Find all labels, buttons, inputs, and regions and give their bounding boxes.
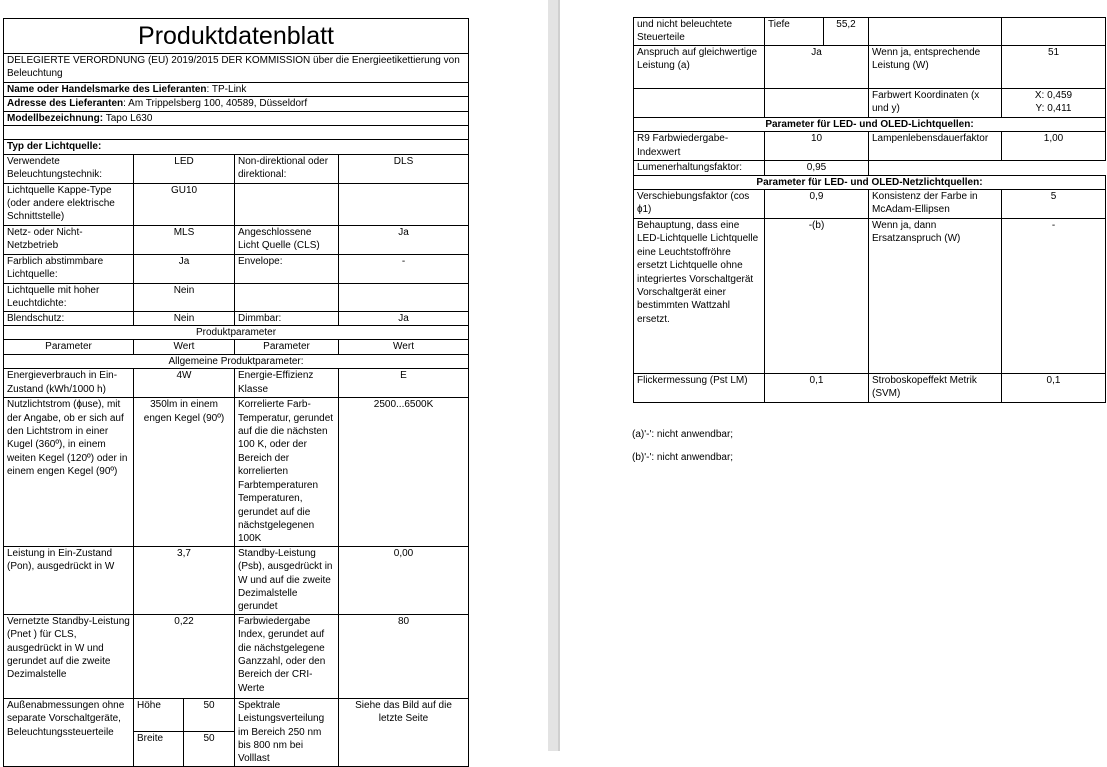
column-header-value: Wert [134, 340, 235, 354]
param-label: Vernetzte Standby-Leistung (Pnet ) für CLS, ausgedrückt in W und gerundet auf die zweite Dezimalstelle [4, 614, 134, 698]
depth-value: 55,2 [824, 18, 869, 46]
column-header-parameter: Parameter [4, 340, 134, 354]
type-value: Nein [134, 311, 235, 325]
param-row [4, 398, 469, 546]
param-row [634, 374, 1106, 403]
footnote-b: (b)'-': nicht anwendbar; [632, 452, 734, 463]
type-value: - [339, 254, 469, 283]
type-row [4, 311, 469, 325]
type-heading: Typ der Lichtquelle: [4, 140, 469, 154]
type-row [4, 254, 469, 283]
param-label: Lampenlebensdauerfaktor [869, 132, 1002, 161]
param-label: Flickermessung (Pst LM) [634, 374, 765, 403]
param-value: - [1002, 219, 1106, 374]
type-label: Netz- oder Nicht-Netzbetrieb [4, 225, 134, 254]
param-row [634, 161, 1106, 175]
param-value: 0,1 [765, 374, 869, 403]
type-row [4, 183, 469, 225]
param-label: Korrelierte Farb-Temperatur, gerundet auf die die nächsten 100 K, oder der Bereich der korrelierten Farbtemperaturen Temperaturen, gerundet auf die nächstgelegenen 100K [235, 398, 339, 546]
param-row [4, 546, 469, 614]
empty-cell [634, 88, 765, 117]
param-label: Konsistenz der Farbe in McAdam-Ellipsen [869, 190, 1002, 219]
param-row [634, 219, 1106, 374]
param-label: Nutzlichtstrom (ɸuse), mit der Angabe, ob er sich auf den Lichtstrom in einer Kugel (360º), in einem weiten Kegel (120º) oder in einem engen Kegel (90º) [4, 398, 134, 546]
param-label: Wenn ja, dann Ersatzanspruch (W) [869, 219, 1002, 374]
model-label: Modellbezeichnung: [7, 112, 104, 124]
param-label: Behauptung, dass eine LED-Lichtquelle Lichtquelle eine Leuchtstoffröhre ersetzt Lichtquelle ohne integriertes Vorschaltgerät Vorschaltgerät einer bestimmten Wattzahl ersetzt. [634, 219, 765, 374]
address-row [4, 97, 469, 111]
param-value: E [339, 369, 469, 398]
type-label: Envelope: [235, 254, 339, 283]
param-value: 350lm in einem engen Kegel (90º) [134, 398, 235, 546]
type-value: Ja [339, 311, 469, 325]
document-title: Produktdatenblatt [4, 19, 469, 54]
param-label: Standby-Leistung (Psb), ausgedrückt in W und auf die zweite Dezimalstelle gerundet [235, 546, 339, 614]
param-value: 2500...6500K [339, 398, 469, 546]
type-label: Non-direktional oder direktional: [235, 154, 339, 183]
chroma-y-value: Y: 0,411 [1035, 103, 1072, 115]
param-value: 1,00 [1002, 132, 1106, 161]
depth-label: Tiefe [765, 18, 824, 46]
param-value: 0,22 [134, 614, 235, 698]
param-value: 51 [1002, 45, 1106, 88]
model-row [4, 111, 469, 125]
type-row [4, 154, 469, 183]
param-label: R9 Farbwiedergabe-Indexwert [634, 132, 765, 161]
param-label: Farbwiedergabe Index, gerundet auf die nächstgelegene Ganzzahl, oder den Bereich der CRI-Werte [235, 614, 339, 698]
param-label: Energie-Effizienz Klasse [235, 369, 339, 398]
dimensions-label: Außenabmessungen ohne separate Vorschaltgeräte, Beleuchtungssteuerteile [4, 698, 134, 766]
type-label [235, 283, 339, 311]
empty-cell [1002, 18, 1106, 46]
param-label: Lumenerhaltungsfaktor: [634, 161, 765, 175]
height-value: 50 [184, 698, 235, 731]
param-value: 0,1 [1002, 374, 1106, 403]
type-value: Ja [134, 254, 235, 283]
type-label: Verwendete Beleuchtungstechnik: [4, 154, 134, 183]
param-row [634, 132, 1106, 161]
param-label: und nicht beleuchtete Steuerteile [634, 18, 765, 46]
type-value: Ja [339, 225, 469, 254]
param-value: 3,7 [134, 546, 235, 614]
model-value: Tapo L630 [103, 112, 153, 124]
type-value [339, 183, 469, 225]
chroma-values [1002, 88, 1106, 117]
regulation-text: DELEGIERTE VERORDNUNG (EU) 2019/2015 DER KOMMISSION über die Energieetikettierung von Beleuchtung [4, 54, 469, 83]
type-value: MLS [134, 225, 235, 254]
general-params-heading: Allgemeine Produktparameter: [4, 354, 469, 368]
type-row [4, 225, 469, 254]
spectral-value: Siehe das Bild auf die letzte Seite [339, 698, 469, 766]
footnote-a: (a)'-': nicht anwendbar; [632, 429, 734, 440]
param-value: Ja [765, 45, 869, 88]
param-label: Stroboskopeffekt Metrik (SVM) [869, 374, 1002, 403]
column-header-value: Wert [339, 340, 469, 354]
product-params-heading: Produktparameter [4, 326, 469, 340]
type-value [339, 283, 469, 311]
type-value: Nein [134, 283, 235, 311]
spacer-row [4, 126, 469, 140]
param-value: 5 [1002, 190, 1106, 219]
type-label: Angeschlossene Licht Quelle (CLS) [235, 225, 339, 254]
type-label: Lichtquelle mit hoher Leuchtdichte: [4, 283, 134, 311]
type-label [235, 183, 339, 225]
empty-cell [869, 18, 1002, 46]
empty-cell [765, 88, 869, 117]
page-gutter [548, 0, 558, 751]
param-row [634, 45, 1106, 88]
param-row [4, 369, 469, 398]
empty-cell [869, 161, 1106, 175]
param-row [634, 190, 1106, 219]
chroma-x-value: X: 0,459 [1034, 89, 1073, 101]
param-row [634, 18, 1106, 46]
param-value: 80 [339, 614, 469, 698]
type-row [4, 283, 469, 311]
param-label: Farbwert Koordinaten (x und y) [869, 88, 1002, 117]
param-value: -(b) [765, 219, 869, 374]
param-value: 10 [765, 132, 869, 161]
param-label: Verschiebungsfaktor (cos ɸ1) [634, 190, 765, 219]
datasheet-page-2 [560, 0, 1107, 751]
type-label: Dimmbar: [235, 311, 339, 325]
param-label: Wenn ja, entsprechende Leistung (W) [869, 45, 1002, 88]
mains-heading: Parameter für LED- und OLED-Netzlichtquellen: [634, 175, 1106, 189]
type-label: Blendschutz: [4, 311, 134, 325]
param-value: 4W [134, 369, 235, 398]
column-header-parameter: Parameter [235, 340, 339, 354]
type-value: LED [134, 154, 235, 183]
param-value: 0,95 [765, 161, 869, 175]
type-label: Farblich abstimmbare Lichtquelle: [4, 254, 134, 283]
width-label: Breite [134, 732, 184, 767]
supplier-row [4, 83, 469, 97]
type-label: Lichtquelle Kappe-Type (oder andere elektrische Schnittstelle) [4, 183, 134, 225]
height-label: Höhe [134, 698, 184, 731]
width-value: 50 [184, 732, 235, 767]
spectral-label: Spektrale Leistungsverteilung im Bereich 250 nm bis 800 nm bei Volllast [235, 698, 339, 766]
column-header-row [4, 340, 469, 354]
supplier-value: : TP-Link [206, 84, 247, 95]
type-value: DLS [339, 154, 469, 183]
address-label: Adresse des Lieferanten [7, 98, 124, 110]
param-label: Leistung in Ein-Zustand (Pon), ausgedrückt in W [4, 546, 134, 614]
led-oled-heading: Parameter für LED- und OLED-Lichtquellen: [634, 117, 1106, 131]
param-label: Energieverbrauch in Ein-Zustand (kWh/1000 h) [4, 369, 134, 398]
datasheet-table [3, 18, 469, 767]
param-row [4, 614, 469, 698]
param-value: 0,9 [765, 190, 869, 219]
datasheet-page-1 [0, 0, 470, 765]
param-row [634, 88, 1106, 117]
type-value: GU10 [134, 183, 235, 225]
address-value: : Am Trippelsberg 100, 40589, Düsseldorf [123, 98, 308, 110]
param-value: 0,00 [339, 546, 469, 614]
param-label: Anspruch auf gleichwertige Leistung (a) [634, 45, 765, 88]
supplier-label: Name oder Handelsmarke des Lieferanten [7, 84, 207, 95]
dimensions-row [4, 698, 469, 731]
datasheet-table-continued [633, 17, 1106, 403]
